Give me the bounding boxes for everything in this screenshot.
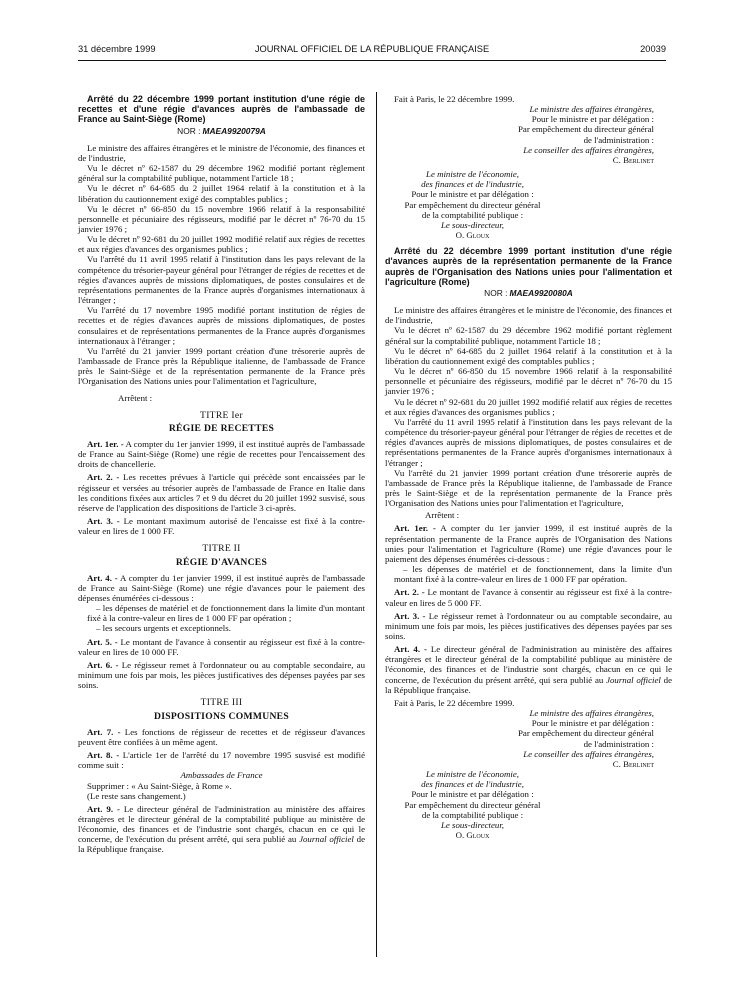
header-page-number: 20039: [640, 44, 666, 54]
left-column: [78, 94, 365, 855]
arrete1-fait: Fait à Paris, le 22 décembre 1999.: [394, 94, 515, 104]
column-divider: [376, 92, 377, 957]
article-5: Art. 5. - Le montant de l'avance à consentir au régisseur est fixé à la contre-valeur en lires de 10 000 FF.: [78, 636, 365, 657]
page-header: [78, 44, 666, 58]
preamble-paragraph: Le ministre des affaires étrangères et le ministre de l'économie, des finances et de l'industrie,: [78, 142, 365, 163]
arrete2-title: Arrêté du 22 décembre 1999 portant institution d'une régie d'avances auprès de la représentation permanente de la France auprès de l'Organisation des Nations unies pour l'alimentation et l'agriculture (Rome): [385, 246, 672, 287]
article-1: Art. 1er. - A compter du 1er janvier 1999, il est institué auprès de l'ambassade de France au Saint-Siège (Rome) une régie de recettes pour l'encaissement des droits de chancellerie.: [78, 438, 365, 470]
list-item: – les dépenses de matériel et de fonctionnement dans la limite d'un montant fixé à la contre-valeur en lires de 1 000 FF par opération ;: [87, 603, 365, 624]
article-8: Art. 8. - L'article 1er de l'arrêté du 17 novembre 1995 susvisé est modifié comme suit :: [78, 750, 365, 771]
article-3: Art. 3. - Le régisseur remet à l'ordonnateur ou au comptable secondaire, au minimum une fois par mois, les pièces justificatives des dépenses payées par ses soins.: [385, 610, 673, 641]
preamble-paragraph: Vu l'arrêté du 21 janvier 1999 portant création d'une trésorerie auprès de l'ambassade de France près la République italienne, de l'ambassade de France près le Saint-Siège et de la représentation permanente de la France près l'Organisation des Nations unies pour l'alimentation et l'agriculture,: [385, 467, 672, 509]
preamble-paragraph: Vu l'arrêté du 11 avril 1995 relatif à l'institution dans les pays relevant de la compétence du trésorier-payeur général pour l'étranger de régies de recettes et de régies d'avances auprès de missions diplomatiques, de postes consulaires et de représentations permanentes de la France auprès d'organismes internationaux à l'étranger ;: [78, 254, 365, 306]
signature-eco: Le ministre de l'économie, des finances et de l'industrie, Pour le ministre et par délégation : Par empêchement du directeur général de la comptabilité publique : Le sous-directeur, O. Gloux: [404, 169, 541, 241]
arrete1-title: Arrêté du 22 décembre 1999 portant institution d'une régie de recettes et d'une régie d'avances auprès de l'ambassade de France au Saint-Siège (Rome): [78, 94, 365, 125]
right-column: [385, 94, 672, 840]
article-9: Art. 9. - Le directeur général de l'administration au ministère des affaires étrangères et le directeur général de la comptabilité publique au ministère de l'économie, des finances et de l'industrie sont chargés, chacun en ce qui le concerne, de l'exécution du présent arrêté, qui sera publié au Journal officiel de la République française.: [78, 803, 365, 855]
arretent: Arrêtent :: [118, 392, 153, 403]
preamble-paragraph: Vu le décret nº 62-1587 du 29 décembre 1962 modifié portant règlement général sur la comptabilité publique, notamment l'article 18 ;: [385, 325, 672, 346]
article-2: Art. 2. - Les recettes prévues à l'article qui précède sont encaissées par le régisseur et versées au trésorier auprès de l'ambassade de France en Italie dans les conditions fixées aux articles 7 et 9 du décret du 20 juillet 1992 susvisé, sous réserve de l'application des dispositions de l'article 3 ci-après.: [78, 472, 366, 513]
preamble-paragraph: Vu le décret nº 64-685 du 2 juillet 1964 relatif à la constitution et à la libération du cautionnement exigé des comptables publics ;: [78, 183, 365, 204]
signature-mae: Le ministre des affaires étrangères, Pour le ministre et par délégation : Par empêchement du directeur général de l'administration : Le conseiller des affaires étrangères, C. Berlinet: [517, 708, 654, 769]
nor-label: NOR :: [177, 125, 201, 136]
article-2: Art. 2. - Le montant de l'avance à consentir au régisseur est fixé à la contre-valeur en lires de 5 000 FF.: [385, 587, 672, 608]
preamble-paragraph: Vu l'arrêté du 11 avril 1995 relatif à l'institution dans les pays relevant de la compétence du trésorier-payeur général pour l'étranger de régies de recettes et de régies d'avances auprès de missions diplomatiques, de postes consulaires et de représentations permanentes de la France auprès d'organismes internationaux à l'étranger ;: [385, 416, 672, 468]
arrete1-nor: [78, 126, 365, 137]
preamble-paragraph: Vu le décret nº 92-681 du 20 juillet 1992 modifié relatif aux régies de recettes et aux régies d'avances des organismes publics ;: [385, 396, 672, 417]
list-item: – les dépenses de matériel et de fonctionnement, dans la limite d'un montant fixé à la contre-valeur en lires de 1 000 FF par opération.: [394, 564, 672, 585]
article-8-heading: Ambassades de France: [180, 770, 263, 781]
article-8-line: (Le reste sans changement.): [87, 790, 186, 801]
article-8-line: Supprimer : « Au Saint-Siège, à Rome ».: [87, 780, 232, 791]
arrete2-preamble: [385, 305, 672, 508]
arrete2-fait: Fait à Paris, le 22 décembre 1999.: [394, 697, 515, 708]
article-3: Art. 3. - Le montant maximum autorisé de l'encaisse est fixé à la contre-valeur en lires de 1 000 FF.: [78, 516, 366, 537]
article-4: Art. 4. - A compter du 1er janvier 1999, il est institué auprès de l'ambassade de France au Saint-Siège (Rome) une régie d'avances pour le paiement des dépenses énumérées ci-dessous :: [78, 572, 365, 604]
article-7: Art. 7. - Les fonctions de régisseur de recettes et de régisseur d'avances peuvent être confiées à un même agent.: [78, 726, 365, 747]
nor-code: MAEA9920079A: [202, 125, 266, 136]
article-1: Art. 1er. - A compter du 1er janvier 1999, il est institué auprès de la représentation permanente de la France auprès de l'Organisation des Nations unies pour l'alimentation et l'agriculture (Rome) une régie d'avances pour le paiement des dépenses énumérées ci-dessous :: [385, 523, 673, 564]
titre-1: TITRE Ier: [200, 409, 243, 421]
preamble-paragraph: Vu le décret nº 66-850 du 15 novembre 1966 relatif à la responsabilité personnelle et pécuniaire des régisseurs, modifié par le décret nº 76-70 du 15 janvier 1976 ;: [78, 203, 365, 235]
article-6: Art. 6. - Le régisseur remet à l'ordonnateur ou au comptable secondaire, au minimum une fois par mois, les pièces justificatives des dépenses payées par ses soins.: [78, 659, 366, 691]
preamble-paragraph: Vu le décret nº 64-685 du 2 juillet 1964 relatif à la constitution et à la libération du cautionnement exigé des comptables publics ;: [385, 345, 672, 366]
header-journal-title: JOURNAL OFFICIEL DE LA RÉPUBLIQUE FRANÇAISE: [254, 44, 490, 54]
header-rule: [78, 60, 666, 61]
titre-1-heading: RÉGIE DE RECETTES: [168, 422, 275, 434]
arrete2-nor: [385, 288, 672, 299]
nor-code: MAEA9920080A: [509, 288, 573, 298]
preamble-paragraph: Le ministre des affaires étrangères et le ministre de l'économie, des finances et de l'industrie,: [385, 305, 672, 326]
titre-2: TITRE II: [202, 543, 241, 555]
signature-eco: Le ministre de l'économie, des finances et de l'industrie, Pour le ministre et par délégation : Par empêchement du directeur général de la comptabilité publique : Le sous-directeur, O. Gloux: [404, 769, 541, 840]
nor-label: NOR :: [484, 288, 508, 298]
titre-3-heading: DISPOSITIONS COMMUNES: [153, 710, 290, 722]
preamble-paragraph: Vu le décret nº 92-681 du 20 juillet 1992 modifié relatif aux régies de recettes et aux régies d'avances des organismes publics ;: [78, 234, 365, 255]
arretent: Arrêtent :: [425, 510, 460, 521]
preamble-paragraph: Vu l'arrêté du 17 novembre 1995 modifié portant institution de régies de recettes et de régies d'avances auprès de missions diplomatiques, de postes consulaires et de représentations permanentes de la France auprès d'organismes internationaux à l'étranger ;: [78, 305, 365, 346]
arrete1-preamble: [78, 143, 365, 387]
preamble-paragraph: Vu le décret nº 66-850 du 15 novembre 1966 relatif à la responsabilité personnelle et pécuniaire des régisseurs, modifié par le décret nº 76-70 du 15 janvier 1976 ;: [385, 366, 672, 397]
titre-2-heading: RÉGIE D'AVANCES: [175, 556, 268, 568]
signature-mae: Le ministre des affaires étrangères, Pour le ministre et par délégation : Par empêchement du directeur général de l'administration : Le conseiller des affaires étrangères, C. Berlinet: [517, 104, 654, 165]
preamble-paragraph: Vu le décret nº 62-1587 du 29 décembre 1962 modifié portant règlement général sur la comptabilité publique, notamment l'article 18 ;: [78, 163, 365, 184]
article-4: Art. 4. - Le directeur général de l'administration au ministère des affaires étrangères et le directeur général de la comptabilité publique au ministère de l'économie, des finances et de l'industrie sont chargés, chacun en ce qui le concerne, de l'exécution du présent arrêté, qui sera publié au Journal officiel de la République française.: [385, 644, 672, 695]
header-date: 31 décembre 1999: [78, 44, 156, 54]
preamble-paragraph: Vu l'arrêté du 21 janvier 1999 portant création d'une trésorerie auprès de l'ambassade de France près la République italienne, de l'ambassade de France près le Saint-Siège et de la représentation permanente de la France près l'Organisation des Nations unies pour l'alimentation et l'agriculture,: [78, 345, 365, 387]
list-item: – les secours urgents et exceptionnels.: [96, 623, 231, 634]
titre-3: TITRE III: [200, 697, 243, 709]
